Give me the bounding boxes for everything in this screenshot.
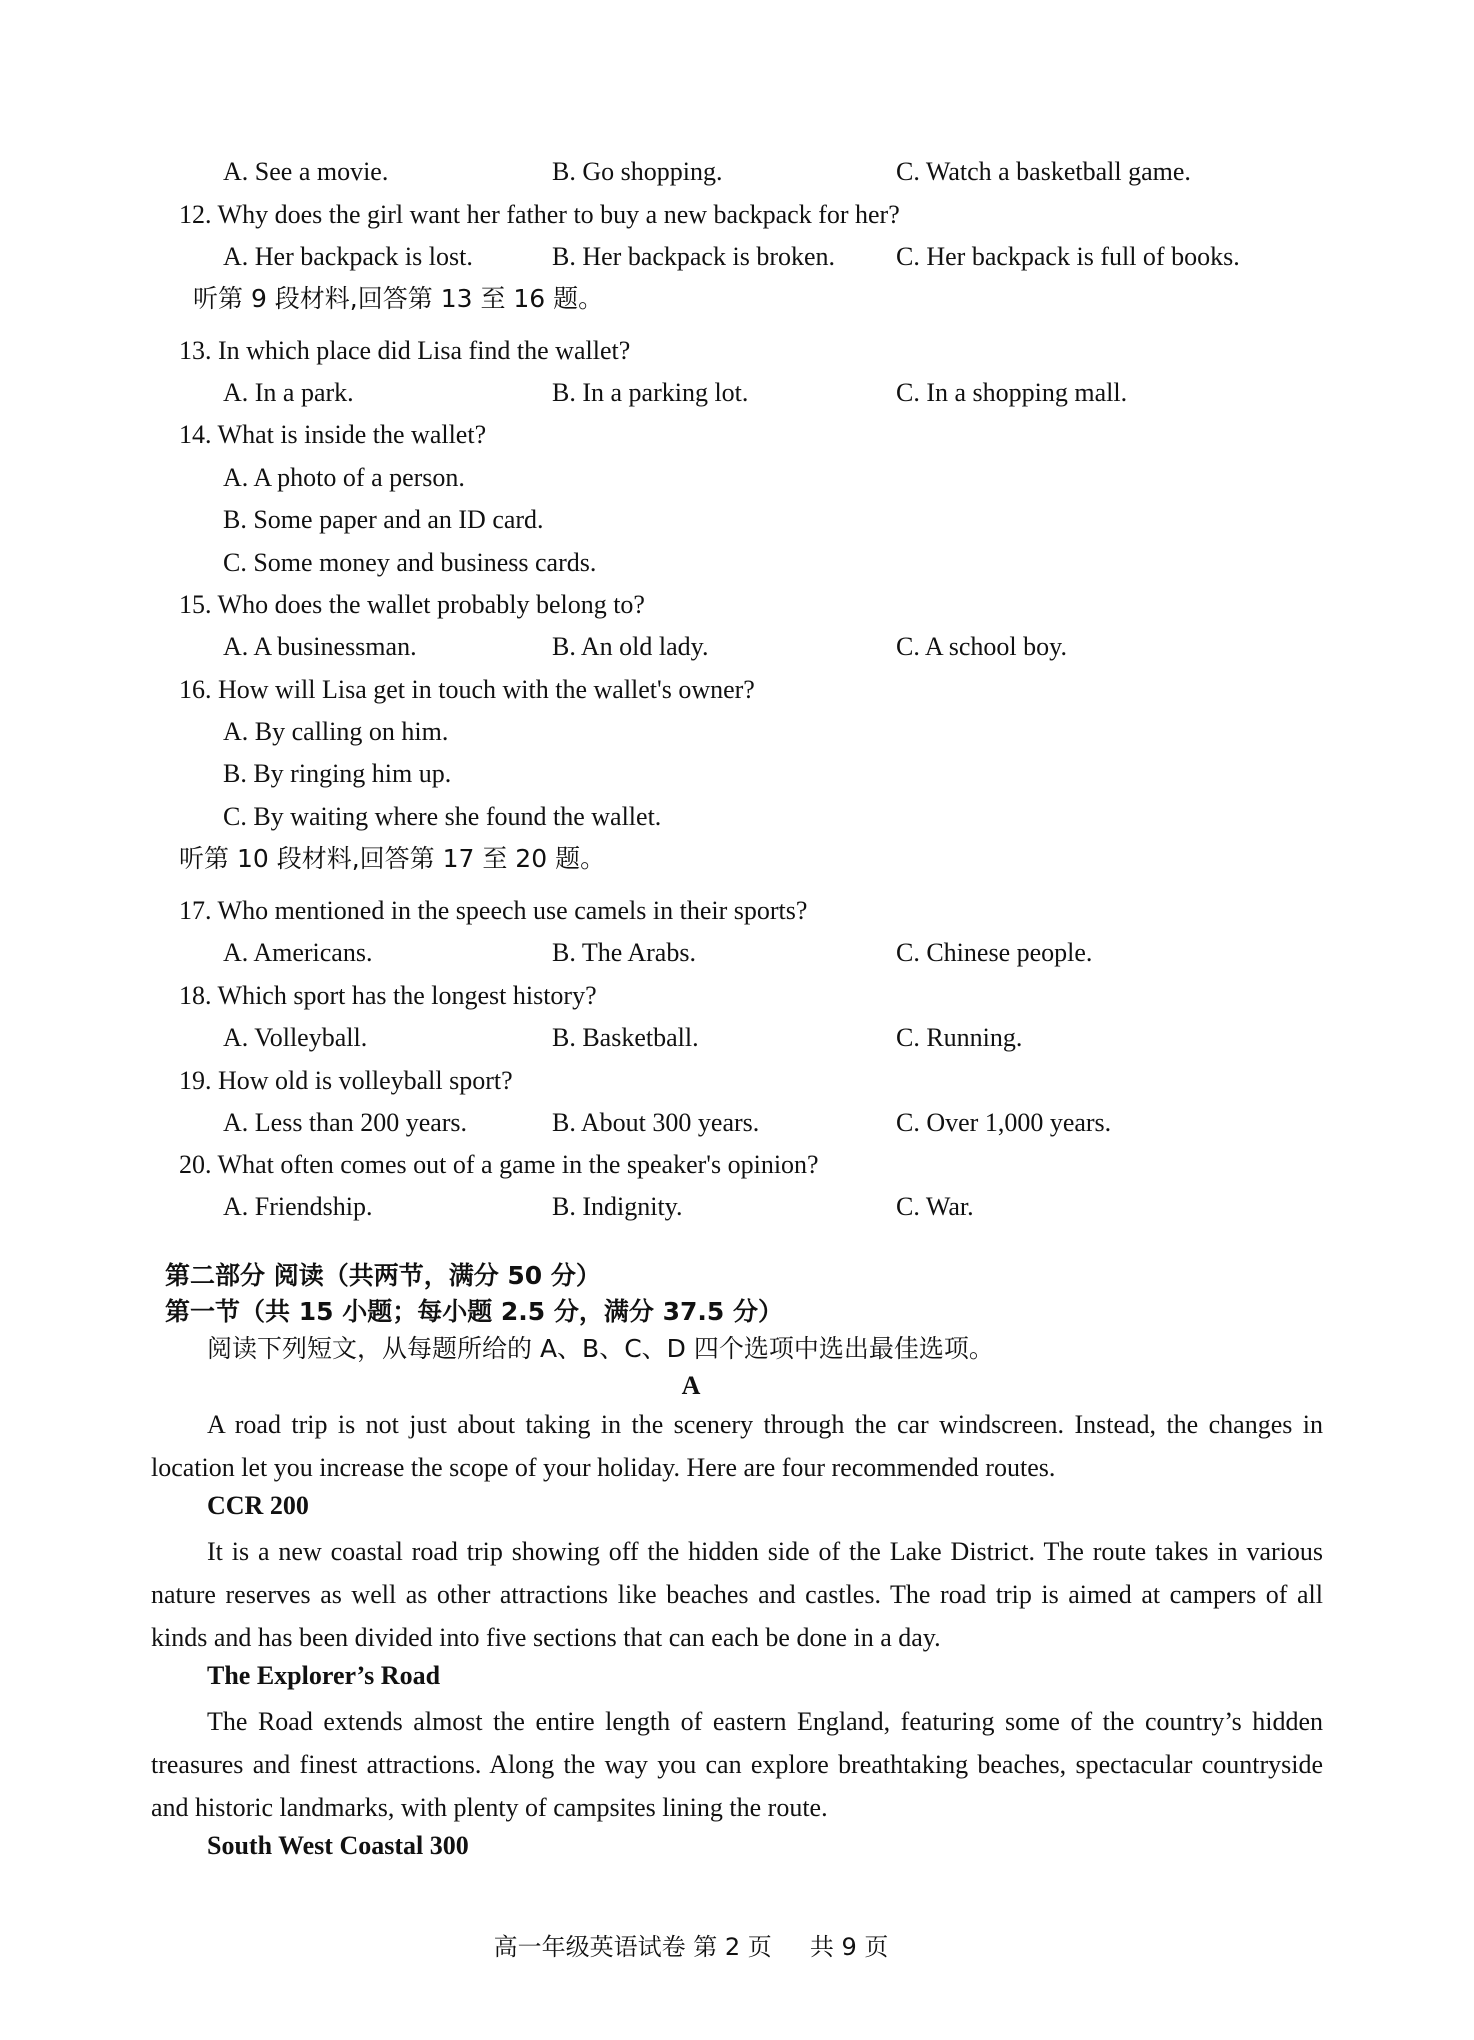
q15-option-a: A. A businessman. <box>223 632 417 661</box>
q20-stem: 20. What often comes out of a game in the speaker's opinion? <box>179 1150 819 1179</box>
q17-option-c: C. Chinese people. <box>896 938 1093 967</box>
q18-option-c: C. Running. <box>896 1023 1023 1052</box>
q13-option-c: C. In a shopping mall. <box>896 378 1128 407</box>
section-9-instruction: 听第 9 段材料,回答第 13 至 16 题。 <box>193 284 604 313</box>
passage-intro: A road trip is not just about taking in the scenery through the car windscreen. Instead, the changes in location let you increase the scope of your holiday. Here are four recommended routes. <box>151 1410 1323 1482</box>
q15-option-c: C. A school boy. <box>896 632 1067 661</box>
q13-option-b: B. In a parking lot. <box>552 378 749 407</box>
q13-option-a: A. In a park. <box>223 378 354 407</box>
q11-option-b: B. Go shopping. <box>552 157 723 186</box>
q17-stem: 17. Who mentioned in the speech use camels in their sports? <box>179 896 808 925</box>
q18-option-b: B. Basketball. <box>552 1023 699 1052</box>
route-1-title: CCR 200 <box>207 1491 309 1520</box>
passage-label: A <box>681 1371 701 1400</box>
q17-option-b: B. The Arabs. <box>552 938 696 967</box>
q19-option-b: B. About 300 years. <box>552 1108 760 1137</box>
q12-option-a: A. Her backpack is lost. <box>223 242 473 271</box>
q20-option-a: A. Friendship. <box>223 1192 373 1221</box>
route-1-text: It is a new coastal road trip showing off the hidden side of the Lake District. The route takes in various nature reserves as well as other attractions like beaches and castles. The road trip is aimed at campers of all kinds and has been divided into five sections that can each be done in a day. <box>151 1537 1323 1652</box>
q14-option-b: B. Some paper and an ID card. <box>223 505 544 534</box>
q18-option-a: A. Volleyball. <box>223 1023 368 1052</box>
section-1-heading: 第一节（共 15 小题；每小题 2.5 分，满分 37.5 分） <box>165 1297 783 1326</box>
q11-option-a: A. See a movie. <box>223 157 389 186</box>
q16-option-c: C. By waiting where she found the wallet. <box>223 802 662 831</box>
part-2-heading: 第二部分 阅读（共两节，满分 50 分） <box>165 1261 601 1290</box>
q13-stem: 13. In which place did Lisa find the wallet? <box>179 336 631 365</box>
route-2-text: The Road extends almost the entire length of eastern England, featuring some of the country’s hidden treasures and finest attractions. Along the way you can explore breathtaking beaches, spectacular countryside and historic landmarks, with plenty of campsites lining the route. <box>151 1707 1323 1822</box>
q11-option-c: C. Watch a basketball game. <box>896 157 1191 186</box>
q19-stem: 19. How old is volleyball sport? <box>179 1066 513 1095</box>
q14-option-c: C. Some money and business cards. <box>223 548 597 577</box>
q14-option-a: A. A photo of a person. <box>223 463 465 492</box>
route-2-title: The Explorer’s Road <box>207 1661 441 1690</box>
q20-option-b: B. Indignity. <box>552 1192 683 1221</box>
q12-option-b: B. Her backpack is broken. <box>552 242 836 271</box>
q16-option-a: A. By calling on him. <box>223 717 449 746</box>
q20-option-c: C. War. <box>896 1192 974 1221</box>
reading-instruction: 阅读下列短文，从每题所给的 A、B、C、D 四个选项中选出最佳选项。 <box>207 1334 994 1363</box>
q16-stem: 16. How will Lisa get in touch with the wallet's owner? <box>179 675 755 704</box>
q18-stem: 18. Which sport has the longest history? <box>179 981 597 1010</box>
q14-stem: 14. What is inside the wallet? <box>179 420 487 449</box>
q19-option-c: C. Over 1,000 years. <box>896 1108 1112 1137</box>
section-10-instruction: 听第 10 段材料,回答第 17 至 20 题。 <box>179 844 606 873</box>
q12-option-c: C. Her backpack is full of books. <box>896 242 1240 271</box>
q12-stem: 12. Why does the girl want her father to buy a new backpack for her? <box>179 200 900 229</box>
page-footer: 高一年级英语试卷 第 2 页 共 9 页 <box>493 1933 889 1961</box>
q15-stem: 15. Who does the wallet probably belong to? <box>179 590 645 619</box>
q16-option-b: B. By ringing him up. <box>223 759 452 788</box>
q19-option-a: A. Less than 200 years. <box>223 1108 468 1137</box>
route-3-title: South West Coastal 300 <box>207 1831 469 1860</box>
q17-option-a: A. Americans. <box>223 938 373 967</box>
q15-option-b: B. An old lady. <box>552 632 709 661</box>
